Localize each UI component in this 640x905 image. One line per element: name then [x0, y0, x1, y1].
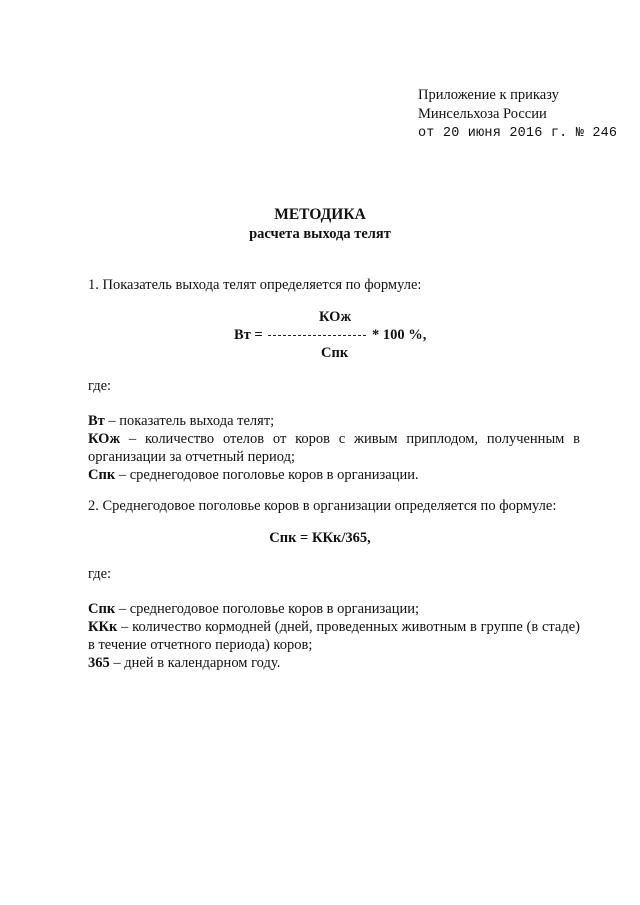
appendix-note [418, 86, 628, 143]
definition-spk-2: Спк – среднегодовое поголовье коров в организации; [88, 601, 420, 617]
definition-kkk: ККк – количество кормодней (дней, проведенных животным в группе (в стаде) в течение отчетного периода) коров; [88, 619, 580, 653]
document-subtitle: расчета выхода телят [249, 226, 391, 242]
formula-2: Спк = ККк/365, [269, 530, 371, 546]
appendix-line-1: Приложение к приказу [418, 87, 559, 103]
section-1-definitions [88, 412, 580, 484]
appendix-line-2: Минсельхоза России [418, 106, 547, 122]
fraction-bar [268, 335, 366, 336]
definition-365: 365 – дней в календарном году. [88, 655, 281, 671]
formula-1-main-line [234, 327, 426, 344]
formula-1-numerator: КОж [319, 309, 352, 325]
section-1-intro: 1. Показатель выхода телят определяется по формуле: [88, 277, 422, 293]
formula-1-rhs: * 100 %, [371, 327, 427, 343]
definition-spk: Спк – среднегодовое поголовье коров в организации. [88, 467, 419, 483]
section-2-where: где: [88, 566, 112, 582]
formula-1-denominator: Спк [321, 345, 349, 361]
definition-kozh: КОж – количество отелов от коров с живым приплодом, полученным в организации за отчетный период; [88, 431, 580, 465]
section-2-definitions [88, 600, 580, 672]
section-2-intro: 2. Среднегодовое поголовье коров в организации определяется по формуле: [88, 498, 557, 514]
section-1-where: где: [88, 378, 112, 394]
document-title: МЕТОДИКА [274, 206, 366, 223]
formula-1-lhs: Вт = [234, 327, 263, 343]
definition-vt: Вт – показатель выхода телят; [88, 413, 275, 429]
appendix-order-date: от 20 июня 2016 г. № 246 [418, 126, 618, 141]
